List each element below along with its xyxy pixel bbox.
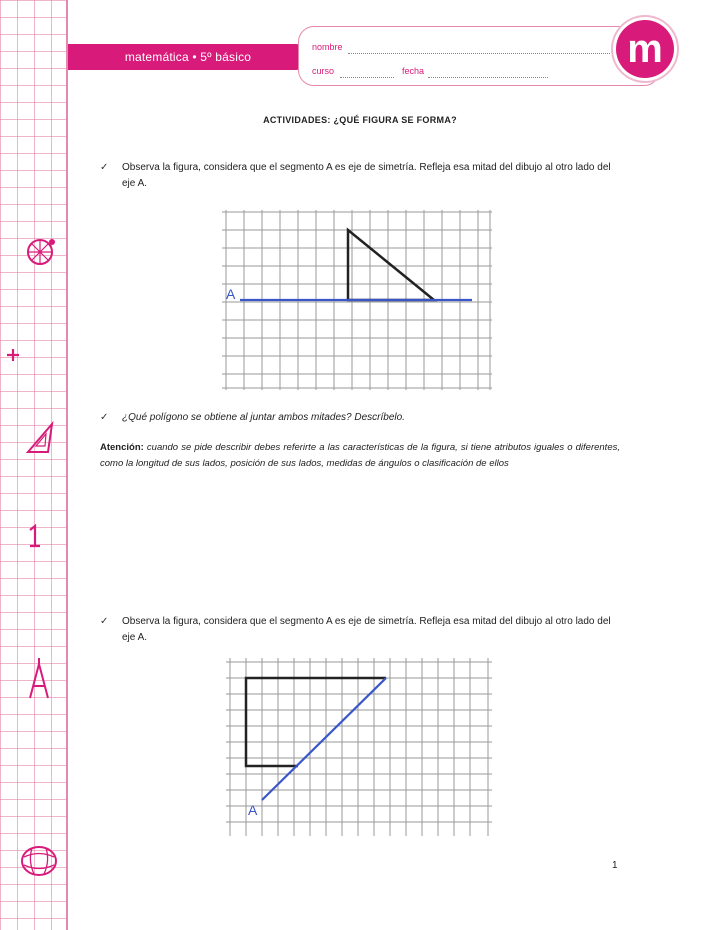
activity1-instruction bbox=[100, 160, 620, 192]
fecha-label: fecha bbox=[402, 66, 425, 76]
margin-line bbox=[66, 0, 68, 930]
check-icon: ✓ bbox=[100, 616, 109, 627]
globe-doodle-icon bbox=[18, 842, 60, 880]
activity2-text: Observa la figura, considera que el segmento A es eje de simetría. Refleja esa mitad del dibujo al otro lado del eje A. bbox=[122, 616, 611, 643]
grid2-lines bbox=[226, 658, 492, 836]
subject-label: matemática • 5º básico bbox=[124, 50, 252, 64]
logo bbox=[616, 20, 674, 78]
plus-doodle-icon bbox=[6, 348, 20, 362]
triangle-ruler-doodle-icon bbox=[24, 420, 56, 456]
activity2-instruction bbox=[100, 614, 620, 646]
activity1-text: Observa la figura, considera que el segmento A es eje de simetría. Refleja esa mitad del dibujo al otro lado del eje A. bbox=[122, 162, 611, 189]
half-quadrilateral-shape bbox=[246, 678, 386, 766]
symmetry-axis-a bbox=[262, 678, 386, 800]
attention-note bbox=[100, 440, 620, 472]
subject-band bbox=[68, 44, 308, 70]
check-icon: ✓ bbox=[100, 412, 109, 423]
fecha-field[interactable] bbox=[428, 77, 548, 78]
page-number: 1 bbox=[612, 860, 618, 871]
axis1-label: A bbox=[226, 286, 236, 302]
attention-text: cuando se pide describir debes referirte a las características de la figura, si tiene atributos iguales o diferentes, como la longitud de sus lados, posición de sus lados, medidas de ángulos o clasificación de ellos bbox=[100, 442, 620, 469]
check-icon: ✓ bbox=[100, 162, 109, 173]
half-triangle-shape bbox=[348, 230, 434, 300]
margin-grid-strip bbox=[0, 0, 68, 930]
compass-doodle-icon bbox=[26, 656, 52, 702]
logo-letter: m bbox=[627, 27, 663, 71]
curso-label: curso bbox=[312, 66, 335, 76]
activity2-grid bbox=[226, 658, 492, 836]
activity1-grid bbox=[222, 210, 492, 390]
curso-field[interactable] bbox=[340, 77, 394, 78]
question-line bbox=[100, 410, 620, 426]
nombre-label: nombre bbox=[312, 42, 343, 52]
page-title: ACTIVIDADES: ¿QUÉ FIGURA SE FORMA? bbox=[263, 115, 457, 125]
protractor-doodle-icon bbox=[24, 234, 60, 270]
question-text: ¿Qué polígono se obtiene al juntar ambos mitades? Descríbelo. bbox=[122, 412, 405, 423]
number-one-doodle-icon bbox=[26, 524, 42, 548]
nombre-field[interactable] bbox=[348, 53, 610, 54]
attention-label: Atención: bbox=[100, 442, 144, 453]
axis2-label: A bbox=[248, 802, 258, 818]
